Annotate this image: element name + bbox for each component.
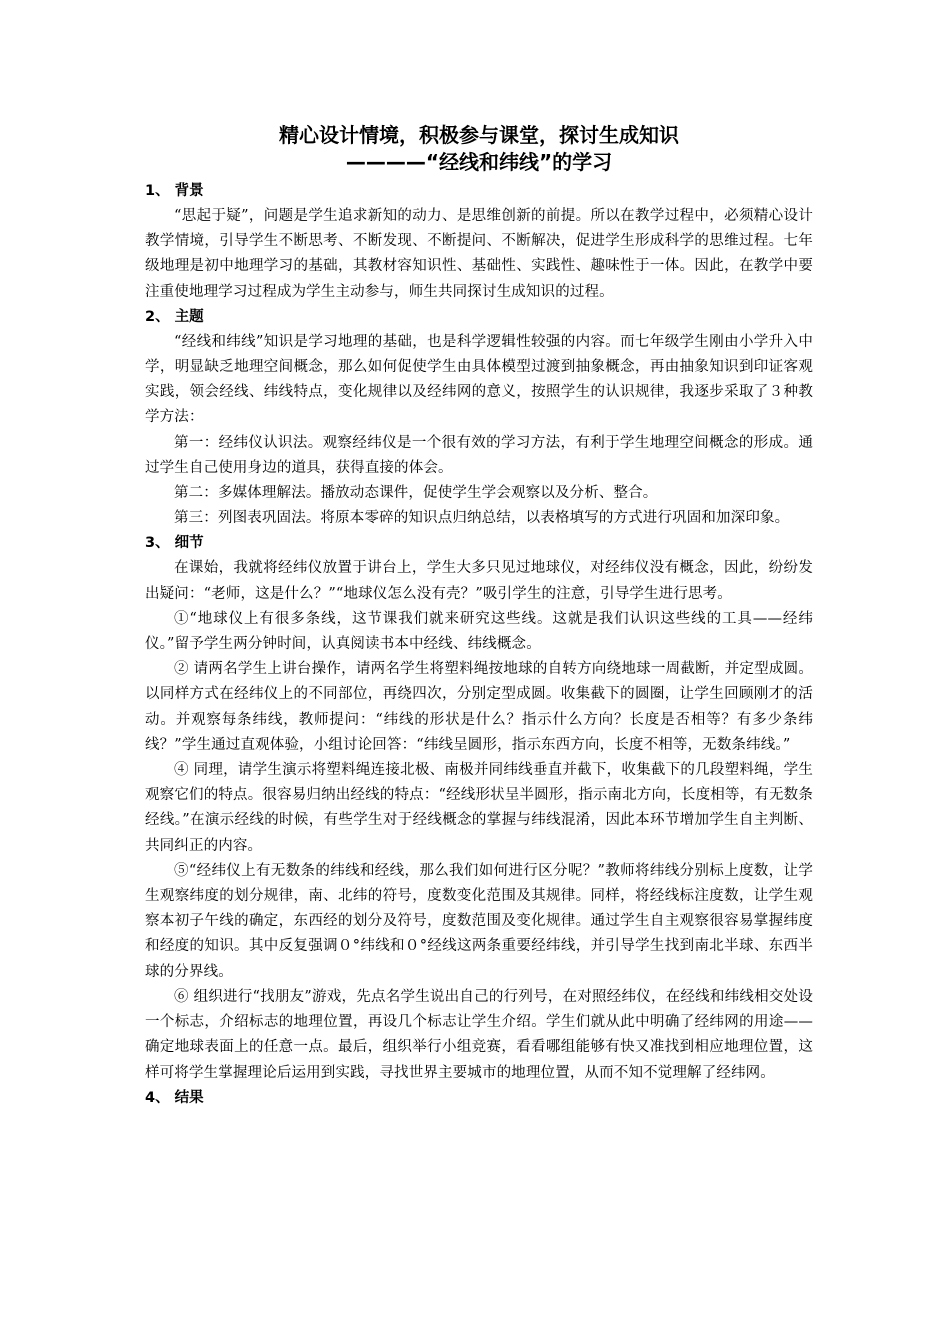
paragraph: 第三：列图表巩固法。将原本零碎的知识点归纳总结，以表格填写的方式进行巩固和加深印象。 xyxy=(174,510,790,527)
paragraph: “经线和纬线”知识是学习地理的基础，也是科学逻辑性较强的内容。而七年级学生刚由小学升入中学，明显缺乏地理空间概念，那么如何促使学生由具体模型过渡到抽象概念，再由抽象知识到印证客观实践，领会经线、纬线特点，变化规律以及经纬网的意义，按照学生的认识规律，我逐步采取了３种教学方法： xyxy=(145,333,813,426)
document-page xyxy=(145,122,813,1111)
section-theme xyxy=(145,305,813,532)
paragraph: 第一：经纬仪认识法。观察经纬仪是一个很有效的学习方法，有利于学生地理空间概念的形成。通过学生自己使用身边的道具，获得直接的体会。 xyxy=(145,434,813,476)
paragraph: 在课始，我就将经纬仪放置于讲台上，学生大多只见过地球仪，对经纬仪没有概念，因此，纷纷发出疑问：“老师，这是什么？”“地球仪怎么没有壳？”吸引学生的注意，引导学生进行思考。 xyxy=(145,560,813,602)
document-title: 精心设计情境，积极参与课堂，探讨生成知识 xyxy=(279,123,679,147)
paragraph: ①“地球仪上有很多条线，这节课我们就来研究这些线。这就是我们认识这些线的工具——经纬仪。”留予学生两分钟时间，认真阅读书本中经线、纬线概念。 xyxy=(145,610,813,653)
section-results xyxy=(145,1086,813,1111)
section-heading: 3、 细节 xyxy=(145,535,204,552)
document-subtitle: ————“经线和纬线”的学习 xyxy=(345,150,613,174)
section-heading: 1、 背景 xyxy=(145,183,204,199)
section-details xyxy=(145,531,813,1085)
section-heading: 4、 结果 xyxy=(145,1089,204,1106)
paragraph: ④ 同理，请学生演示将塑料绳连接北极、南极并同纬线垂直并截下，收集截下的几段塑料绳，学生观察它们的特点。很容易归纳出经线的特点：“经线形状呈半圆形，指示南北方向，长度相等，有无数条经线。”在演示经线的时候，有些学生对于经线概念的掌握与纬线混淆，因此本环节增加学生自主判断、共同纠正的内容。 xyxy=(145,762,813,854)
paragraph: 第二：多媒体理解法。播放动态课件，促使学生学会观察以及分析、整合。 xyxy=(174,485,658,502)
paragraph: ② 请两名学生上讲台操作，请两名学生将塑料绳按地球的自转方向绕地球一周截断，并定型成圆。以同样方式在经纬仪上的不同部位，再绕四次，分别定型成圆。收集截下的圆圈，让学生回顾刚才的活动。并观察每条纬线，教师提问：“纬线的形状是什么？指示什么方向？长度是否相等？有多少条纬线？”学生通过直观体验，小组讨论回答：“纬线呈圆形，指示东西方向，长度不相等，无数条纬线。” xyxy=(145,661,813,753)
paragraph: ⑥ 组织进行“找朋友”游戏，先点名学生说出自己的行列号，在对照经纬仪，在经线和纬线相交处设一个标志，介绍标志的地理位置，再设几个标志让学生介绍。学生们就从此中明确了经纬网的用途——确定地球表面上的任意一点。最后，组织举行小组竞赛，看看哪组能够有快又准找到相应地理位置，这样可将学生掌握理论后运用到实践，寻找世界主要城市的地理位置，从而不知不觉理解了经纬网。 xyxy=(145,988,813,1081)
paragraph: ⑤“经纬仪上有无数条的纬线和经线，那么我们如何进行区分呢？”教师将纬线分别标上度数，让学生观察纬度的划分规律，南、北纬的符号，度数变化范围及其规律。同样，将经线标注度数，让学生观察本初子午线的确定，东西经的划分及符号，度数范围及变化规律。通过学生自主观察很容易掌握纬度和经度的知识。其中反复强调０°纬线和０°经线这两条重要经纬线，并引导学生找到南北半球、东西半球的分界线。 xyxy=(145,862,813,980)
paragraph: “思起于疑”，问题是学生追求新知的动力、是思维创新的前提。所以在教学过程中，必须精心设计教学情境，引导学生不断思考、不断发现、不断提问、不断解决，促进学生形成科学的思维过程。七年级地理是初中地理学习的基础，其教材容知识性、基础性、实践性、趣味性于一体。因此，在教学中要注重使地理学习过程成为学生主动参与，师生共同探讨生成知识的过程。 xyxy=(145,208,813,300)
section-background xyxy=(145,179,813,305)
section-heading: 2、 主题 xyxy=(145,308,204,325)
